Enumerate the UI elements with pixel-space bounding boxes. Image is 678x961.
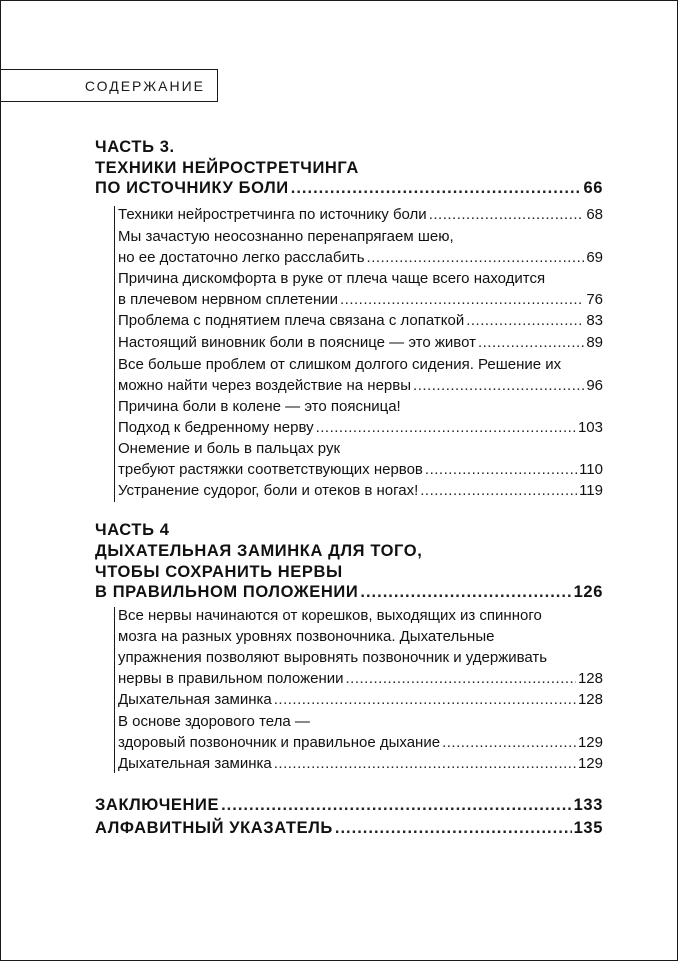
toc-entry-title-line: Причина боли в колене — это поясница! <box>118 398 401 415</box>
part-4-page-number: 126 <box>573 583 603 601</box>
toc-entry-title: в плечевом нервном сплетении <box>118 291 338 308</box>
toc-entry[interactable] <box>118 226 603 268</box>
conclusion-page-number: 133 <box>573 796 603 814</box>
dot-leader <box>466 310 584 331</box>
toc-entry[interactable] <box>118 204 603 225</box>
dot-leader <box>340 289 584 310</box>
toc-entry-page: 128 <box>577 691 603 708</box>
toc-entry[interactable] <box>118 689 603 710</box>
part-3-heading[interactable] <box>95 137 603 200</box>
index-page-number: 135 <box>573 819 603 837</box>
part-3-title-line: ТЕХНИКИ НЕЙРОСТРЕТЧИНГА <box>95 159 359 177</box>
conclusion-entry[interactable] <box>95 796 603 817</box>
toc-entry-page: 83 <box>586 312 603 329</box>
dot-leader <box>478 332 584 353</box>
dot-leader <box>429 204 585 225</box>
toc-entry[interactable] <box>118 711 603 753</box>
dot-leader <box>316 417 576 438</box>
toc-entry-page: 96 <box>586 377 603 394</box>
toc-entry-page: 76 <box>586 291 603 308</box>
toc-entry-page: 89 <box>586 334 603 351</box>
toc-entry-page: 129 <box>577 755 603 772</box>
part-3-title-leader <box>95 179 603 200</box>
toc-entry-page: 129 <box>577 734 603 751</box>
part-4-title-last-line: В ПРАВИЛЬНОМ ПОЛОЖЕНИИ <box>95 583 359 601</box>
toc-entry-title-line: Все больше проблем от слишком долгого сидения. Решение их <box>118 356 562 373</box>
part-4-heading[interactable] <box>95 520 603 604</box>
dot-leader <box>346 668 576 689</box>
toc-entry-title-line: упражнения позволяют выровнять позвоночник и удерживать <box>118 649 548 666</box>
toc-entry[interactable] <box>118 605 603 689</box>
part-4-title-leader <box>95 583 603 604</box>
toc-entry-title-line: Причина дискомфорта в руке от плеча чаще всего находится <box>118 270 546 287</box>
index-entry[interactable] <box>95 819 603 840</box>
toc-entry-page: 119 <box>579 482 603 499</box>
toc-entry-title: Дыхательная заминка <box>118 691 272 708</box>
toc-entry-title-line: Все нервы начинаются от корешков, выходящих из спинного <box>118 607 542 624</box>
toc-entry-title: Дыхательная заминка <box>118 755 272 772</box>
toc-entry[interactable] <box>118 354 603 396</box>
toc-entry-title: можно найти через воздействие на нервы <box>118 377 412 394</box>
toc-entry[interactable] <box>118 438 603 480</box>
toc-entry-title: Техники нейростретчинга по источнику боли <box>118 206 427 223</box>
running-header <box>0 69 218 102</box>
part-3-entries-rule <box>114 206 116 502</box>
toc-entry-title-line: В основе здорового тела — <box>118 713 310 730</box>
toc-entry-title: но ее достаточно легко расслабить <box>118 249 365 266</box>
dot-leader <box>274 689 576 710</box>
toc-entry-title: Подход к бедренному нерву <box>118 419 314 436</box>
toc-entry-title: требуют растяжки соответствующих нервов <box>118 461 423 478</box>
dot-leader <box>360 583 571 602</box>
toc-entry-title-line: Онемение и боль в пальцах рук <box>118 440 341 457</box>
toc-entry-title: Устранение судорог, боли и отеков в ногах! <box>118 482 419 499</box>
toc-entry[interactable] <box>118 396 603 438</box>
dot-leader <box>413 375 584 396</box>
toc-entry[interactable] <box>118 332 603 353</box>
toc-entry-title: здоровый позвоночник и правильное дыхание <box>118 734 441 751</box>
toc-entry-title-line: Мы зачастую неосознанно перенапрягаем шею, <box>118 228 454 245</box>
toc-entry[interactable] <box>118 480 603 501</box>
toc-entry-title-line: мозга на разных уровнях позвоночника. Дыхательные <box>118 628 495 645</box>
toc-entry-title: Настоящий виновник боли в пояснице — это живот <box>118 334 476 351</box>
toc-entry[interactable] <box>118 310 603 331</box>
part-4-title-line: ДЫХАТЕЛЬНАЯ ЗАМИНКА ДЛЯ ТОГО, <box>95 542 423 560</box>
part-4-title-line: ЧТОБЫ СОХРАНИТЬ НЕРВЫ <box>95 563 343 581</box>
dot-leader <box>335 819 572 838</box>
toc-entry-title: Проблема с поднятием плеча связана с лопаткой <box>118 312 465 329</box>
dot-leader <box>420 480 577 501</box>
toc-entry-page: 69 <box>586 249 603 266</box>
toc-entry-page: 68 <box>586 206 603 223</box>
toc-entry-page: 103 <box>577 419 603 436</box>
dot-leader <box>442 732 576 753</box>
dot-leader <box>221 796 572 815</box>
part-4-entries-rule <box>114 607 116 773</box>
part-3-label: ЧАСТЬ 3. <box>95 138 175 156</box>
dot-leader <box>274 753 576 774</box>
dot-leader <box>291 179 582 198</box>
toc-entry[interactable] <box>118 268 603 310</box>
toc-entry[interactable] <box>118 753 603 774</box>
dot-leader <box>367 247 585 268</box>
part-3-title-last-line: ПО ИСТОЧНИКУ БОЛИ <box>95 179 289 197</box>
part-4-label: ЧАСТЬ 4 <box>95 521 170 539</box>
toc-entry-page: 128 <box>577 670 603 687</box>
conclusion-title: ЗАКЛЮЧЕНИЕ <box>95 796 220 814</box>
toc-entry-title: нервы в правильном положении <box>118 670 344 687</box>
part-3-page-number: 66 <box>583 179 603 197</box>
dot-leader <box>425 459 577 480</box>
toc-entry-page: 110 <box>579 461 603 478</box>
running-header-title: СОДЕРЖАНИЕ <box>84 77 205 94</box>
index-title: АЛФАВИТНЫЙ УКАЗАТЕЛЬ <box>95 819 333 837</box>
